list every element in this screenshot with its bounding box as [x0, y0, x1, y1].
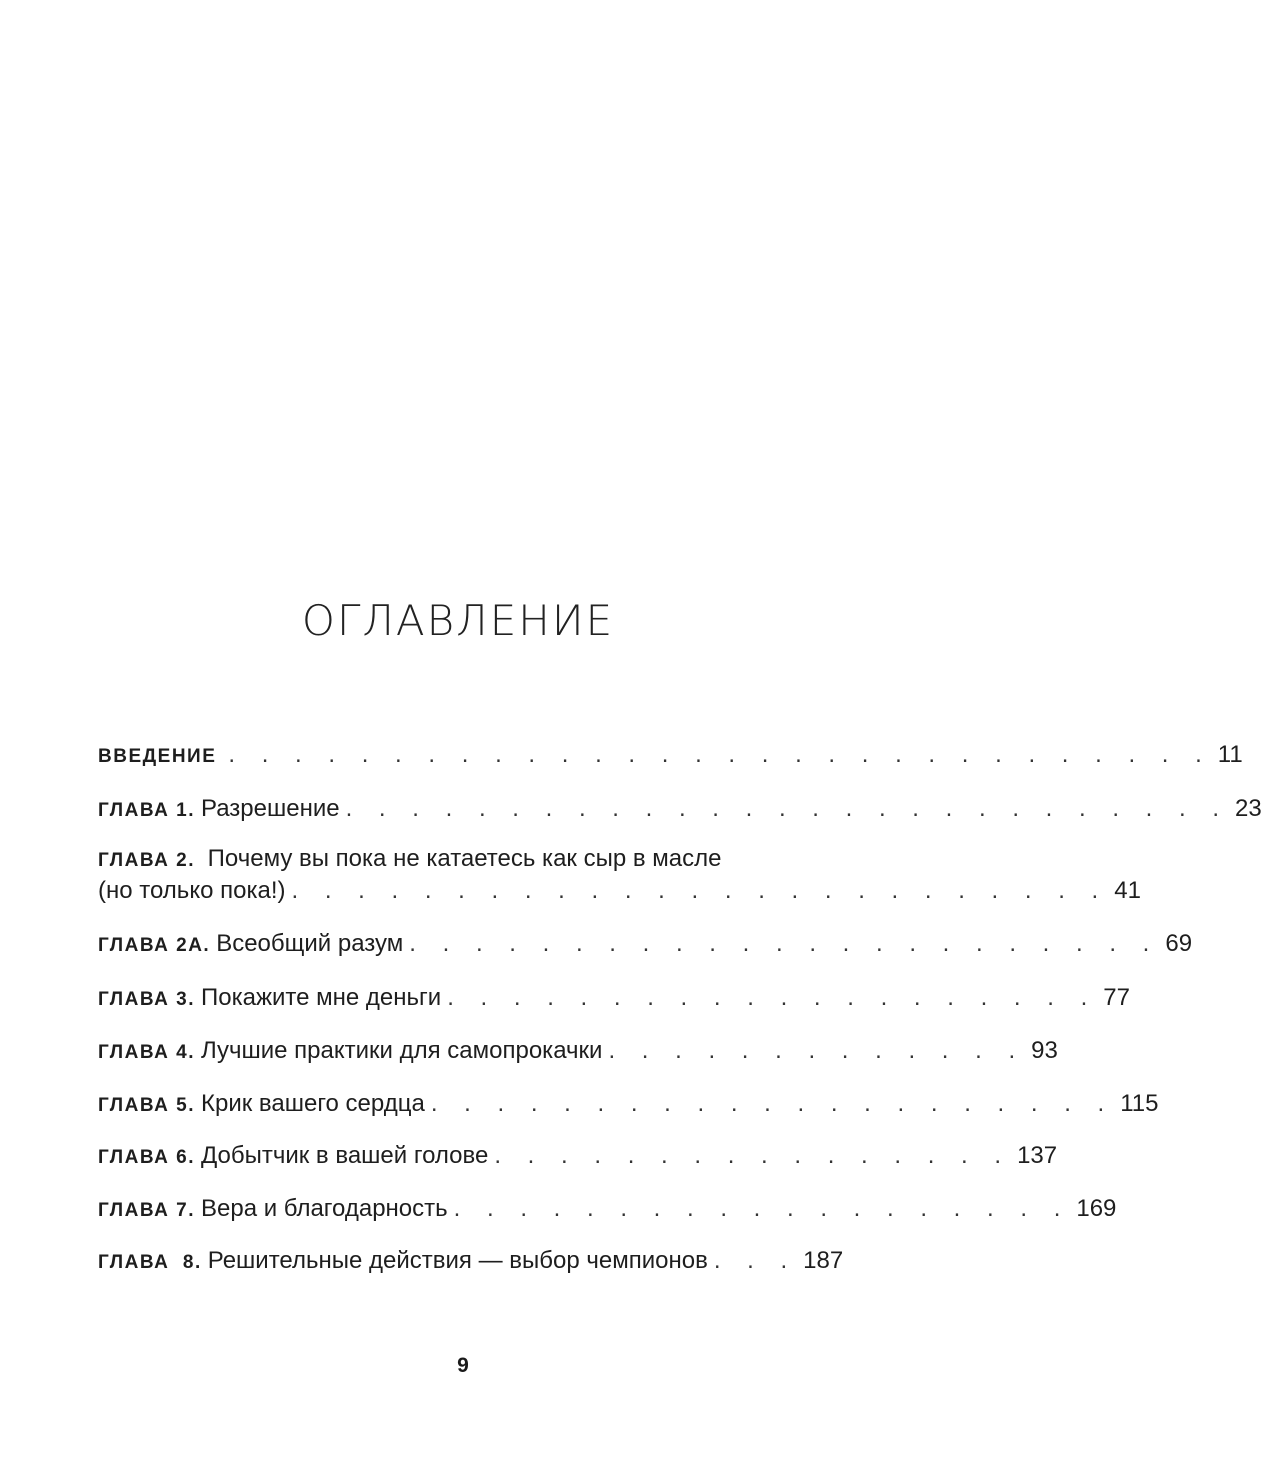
- toc-entry-chapter-3: [98, 983, 1130, 1015]
- toc-chapter-label: ГЛАВА 3.: [98, 989, 195, 1010]
- toc-page-number: 115: [1120, 1090, 1159, 1117]
- toc-page-number: 23: [1235, 795, 1262, 822]
- dot-leader: . . . . . . . . . . . . . . . . . . . . . . . . . . . . . .: [228, 741, 1212, 768]
- toc-page-number: 11: [1217, 741, 1243, 768]
- toc-title: Крик вашего сердца: [200, 1090, 425, 1117]
- page-number: 9: [457, 1354, 469, 1377]
- dot-leader: . . . . . . . . . . . . . . . . . . . . . . . . . . .: [345, 795, 1229, 822]
- toc-page-number: 77: [1103, 984, 1130, 1011]
- toc-chapter-label: ГЛАВА 1.: [98, 800, 195, 821]
- toc-chapter-label: ГЛАВА 8.: [98, 1252, 202, 1273]
- toc-chapter-label: ГЛАВА 2.: [98, 850, 195, 871]
- toc-title: (но только пока!): [98, 877, 286, 904]
- toc-entry-chapter-5: [98, 1089, 1159, 1121]
- toc-entry-chapter-2a: [98, 929, 1193, 961]
- toc-page-number: 69: [1165, 930, 1193, 957]
- toc-title-line1: Почему вы пока не катаетесь как сыр в масле: [207, 845, 722, 872]
- toc-title: Решительные действия — выбор чемпионов: [207, 1247, 708, 1274]
- toc-entry-chapter-7: [98, 1194, 1117, 1226]
- toc-title: Вера и благодарность: [200, 1195, 448, 1222]
- toc-page-number: 187: [803, 1247, 844, 1274]
- toc-title: Разрешение: [200, 795, 340, 822]
- toc-page-number: 41: [1114, 877, 1141, 904]
- toc-page-number: 93: [1031, 1037, 1058, 1064]
- dot-leader: . . . . . . . . . . . . . . . . . . . . .: [430, 1090, 1115, 1117]
- dot-leader: . . .: [713, 1247, 798, 1274]
- toc-chapter-label: ГЛАВА 6.: [98, 1147, 195, 1168]
- toc-chapter-label: ГЛАВА 7.: [98, 1200, 195, 1221]
- toc-entry-chapter-1: [98, 794, 1262, 826]
- dot-leader: . . . . . . . . . . . . . . . . . . . . . . .: [409, 930, 1160, 957]
- toc-title: Лучшие практики для самопрокачки: [200, 1037, 603, 1064]
- dot-leader: . . . . . . . . . . . . . . . . . . .: [453, 1195, 1071, 1222]
- toc-entry-chapter-2-line1: [98, 844, 826, 876]
- toc-chapter-label: ГЛАВА 4.: [98, 1042, 195, 1063]
- toc-entry-intro: [98, 740, 1243, 772]
- dot-leader: . . . . . . . . . . . . .: [608, 1037, 1026, 1064]
- toc-title: Всеобщий разум: [216, 930, 404, 957]
- toc-chapter-label: ГЛАВА 5.: [98, 1095, 195, 1116]
- toc-title: Добытчик в вашей голове: [200, 1142, 489, 1169]
- dot-leader: . . . . . . . . . . . . . . . . . . . . . . . . .: [291, 877, 1109, 904]
- toc-page-number: 169: [1076, 1195, 1117, 1222]
- page-title: ОГЛАВЛЕНИЕ: [301, 596, 615, 645]
- toc-entry-chapter-4: [98, 1036, 1058, 1068]
- toc-chapter-label: ГЛАВА 2А.: [98, 935, 211, 956]
- toc-page-number: 137: [1017, 1142, 1058, 1169]
- toc-entry-chapter-6: [98, 1141, 1058, 1173]
- toc-chapter-label: ВВЕДЕНИЕ: [98, 746, 217, 767]
- toc-entry-chapter-2: [98, 876, 1141, 906]
- toc-title: Покажите мне деньги: [200, 984, 442, 1011]
- dot-leader: . . . . . . . . . . . . . . . . . . . .: [447, 984, 1098, 1011]
- toc-entry-chapter-8: [98, 1246, 844, 1278]
- dot-leader: . . . . . . . . . . . . . . . .: [494, 1142, 1012, 1169]
